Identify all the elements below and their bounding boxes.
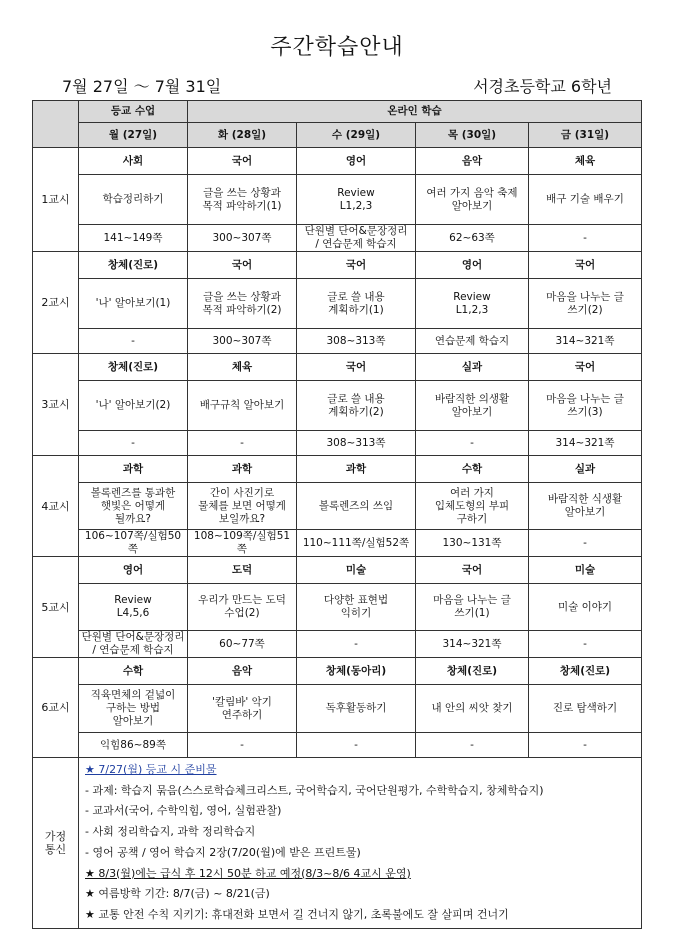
topic-cell: 마음을 나누는 글 쓰기(2) (529, 279, 642, 329)
period-label: 4교시 (33, 456, 79, 557)
day-header-fri: 금 (31일) (529, 123, 642, 148)
pages-cell: - (297, 631, 416, 658)
topic-cell: '나' 알아보기(2) (79, 381, 188, 431)
subject-cell: 미술 (297, 557, 416, 584)
topic-cell: 글을 쓰는 상황과 목적 파악하기(1) (188, 175, 297, 225)
subject-cell: 실과 (416, 354, 529, 381)
pages-cell: - (529, 225, 642, 252)
schedule-row (33, 354, 642, 381)
subject-cell: 체육 (188, 354, 297, 381)
period-label: 3교시 (33, 354, 79, 456)
day-header-mon: 월 (27일) (79, 123, 188, 148)
notes-line: - 사회 정리학습지, 과학 정리학습지 (85, 825, 256, 839)
topic-cell: 마음을 나누는 글 쓰기(3) (529, 381, 642, 431)
pages-cell: 130~131쪽 (416, 530, 529, 557)
schedule-row (33, 252, 642, 279)
pages-cell: - (416, 733, 529, 758)
pages-cell: 314~321쪽 (416, 631, 529, 658)
topic-cell: 글로 쓸 내용 계획하기(1) (297, 279, 416, 329)
schedule-row (33, 631, 642, 658)
topic-cell: Review L4,5,6 (79, 584, 188, 631)
pages-cell: - (529, 530, 642, 557)
schedule-row (33, 584, 642, 631)
topic-cell: 독후활동하기 (297, 685, 416, 733)
schedule-row (33, 733, 642, 758)
topic-cell: Review L1,2,3 (416, 279, 529, 329)
schedule-row (33, 658, 642, 685)
period-label: 5교시 (33, 557, 79, 658)
notes-line: ★ 8/3(월)에는 급식 후 12시 50분 하교 예정(8/3~8/6 4교시 운영) (85, 866, 411, 880)
subject-cell: 국어 (529, 354, 642, 381)
period-label: 6교시 (33, 658, 79, 758)
schedule-row (33, 381, 642, 431)
topic-cell: 진로 탐색하기 (529, 685, 642, 733)
school-name: 서경초등학교 6학년 (473, 77, 612, 96)
schedule-row (33, 557, 642, 584)
pages-cell: 308~313쪽 (297, 431, 416, 456)
pages-cell: - (188, 733, 297, 758)
subject-cell: 체육 (529, 148, 642, 175)
pages-cell: - (529, 733, 642, 758)
topic-cell: Review L1,2,3 (297, 175, 416, 225)
subject-cell: 음악 (188, 658, 297, 685)
notes-line: ★ 7/27(월) 등교 시 준비물 (85, 763, 217, 776)
pages-cell: 300~307쪽 (188, 225, 297, 252)
pages-cell: 단원별 단어&문장정리 / 연습문제 학습지 (297, 225, 416, 252)
day-header-wed: 수 (29일) (297, 123, 416, 148)
subject-cell: 영어 (79, 557, 188, 584)
subject-cell: 창체(진로) (416, 658, 529, 685)
topic-cell: 볼록렌즈의 쓰임 (297, 483, 416, 530)
online-header: 온라인 학습 (188, 101, 642, 123)
pages-cell: 108~109쪽/실험51쪽 (188, 530, 297, 557)
topic-cell: 글로 쓸 내용 계획하기(2) (297, 381, 416, 431)
period-label: 1교시 (33, 148, 79, 252)
pages-cell: 110~111쪽/실험52쪽 (297, 530, 416, 557)
day-header-tue: 화 (28일) (188, 123, 297, 148)
subject-cell: 국어 (188, 148, 297, 175)
notes-label: 가정 통신 (33, 758, 79, 929)
subject-cell: 수학 (416, 456, 529, 483)
topic-cell: 학습정리하기 (79, 175, 188, 225)
topic-cell: 직육면체의 겉넓이 구하는 방법 알아보기 (79, 685, 188, 733)
subject-cell: 음악 (416, 148, 529, 175)
subject-cell: 영어 (297, 148, 416, 175)
pages-cell: - (188, 431, 297, 456)
notes-line: - 영어 공책 / 영어 학습지 2장(7/20(월)에 받은 프린트물) (85, 845, 361, 859)
pages-cell: 314~321쪽 (529, 431, 642, 456)
pages-cell: - (79, 329, 188, 354)
subject-cell: 창체(동아리) (297, 658, 416, 685)
topic-cell: 글을 쓰는 상황과 목적 파악하기(2) (188, 279, 297, 329)
pages-cell: - (297, 733, 416, 758)
subject-cell: 미술 (529, 557, 642, 584)
subject-cell: 국어 (297, 354, 416, 381)
topic-cell: 간이 사진기로 물체를 보면 어떻게 보일까요? (188, 483, 297, 530)
pages-cell: 141~149쪽 (79, 225, 188, 252)
schedule-row (33, 175, 642, 225)
subject-cell: 창체(진로) (529, 658, 642, 685)
notes-row (33, 758, 642, 929)
notes-line: - 교과서(국어, 수학익힘, 영어, 실험관찰) (85, 804, 282, 818)
pages-cell: 106~107쪽/실험50쪽 (79, 530, 188, 557)
schedule-row (33, 483, 642, 530)
subject-cell: 국어 (529, 252, 642, 279)
schedule-row (33, 456, 642, 483)
pages-cell: 314~321쪽 (529, 329, 642, 354)
pages-cell: - (529, 631, 642, 658)
corner-cell (33, 101, 79, 148)
topic-cell: 바람직한 의생활 알아보기 (416, 381, 529, 431)
subject-cell: 창체(진로) (79, 252, 188, 279)
schedule-row (33, 329, 642, 354)
subject-cell: 수학 (79, 658, 188, 685)
schedule-row (33, 685, 642, 733)
schedule-row (33, 148, 642, 175)
subject-cell: 과학 (79, 456, 188, 483)
topic-cell: 내 안의 씨앗 찾기 (416, 685, 529, 733)
page-title: 주간학습안내 (270, 35, 404, 60)
pages-cell: - (79, 431, 188, 456)
pages-cell: 300~307쪽 (188, 329, 297, 354)
topic-cell: 배구규칙 알아보기 (188, 381, 297, 431)
topic-cell: 여러 가지 음악 축제 알아보기 (416, 175, 529, 225)
topic-cell: 우리가 만드는 도덕 수업(2) (188, 584, 297, 631)
subject-cell: 국어 (188, 252, 297, 279)
topic-cell: '칼림바' 악기 연주하기 (188, 685, 297, 733)
pages-cell: 익힘86~89쪽 (79, 733, 188, 758)
attendance-header: 등교 수업 (79, 101, 188, 123)
weekly-schedule-table (32, 100, 642, 929)
topic-cell: 여러 가지 입체도형의 부피 구하기 (416, 483, 529, 530)
date-range: 7월 27일 ～ 7월 31일 (62, 77, 222, 96)
topic-cell: 바람직한 식생활 알아보기 (529, 483, 642, 530)
pages-cell: 308~313쪽 (297, 329, 416, 354)
topic-cell: 미술 이야기 (529, 584, 642, 631)
schedule-row (33, 530, 642, 557)
subject-cell: 과학 (297, 456, 416, 483)
notes-line: ★ 여름방학 기간: 8/7(금) ~ 8/21(금) (85, 887, 270, 901)
subject-cell: 과학 (188, 456, 297, 483)
notes-content (79, 758, 642, 929)
subject-cell: 실과 (529, 456, 642, 483)
subject-cell: 국어 (297, 252, 416, 279)
subject-cell: 국어 (416, 557, 529, 584)
pages-cell: 60~77쪽 (188, 631, 297, 658)
schedule-row (33, 225, 642, 252)
notes-line: ★ 교통 안전 수칙 지키기: 휴대전화 보면서 길 건너지 않기, 초록불에도 잘 살피며 건너기 (85, 907, 509, 921)
period-label: 2교시 (33, 252, 79, 354)
pages-cell: 62~63쪽 (416, 225, 529, 252)
pages-cell: - (416, 431, 529, 456)
topic-cell: 마음을 나누는 글 쓰기(1) (416, 584, 529, 631)
subject-cell: 도덕 (188, 557, 297, 584)
subject-cell: 창체(진로) (79, 354, 188, 381)
subject-cell: 영어 (416, 252, 529, 279)
topic-cell: 배구 기술 배우기 (529, 175, 642, 225)
topic-cell: 볼록렌즈를 통과한 햇빛은 어떻게 될까요? (79, 483, 188, 530)
subject-cell: 사회 (79, 148, 188, 175)
notes-line: - 과제: 학습지 묶음(스스로학습체크리스트, 국어학습지, 국어단원평가, 수학학습지, 창체학습지) (85, 783, 544, 797)
topic-cell: '나' 알아보기(1) (79, 279, 188, 329)
pages-cell: 연습문제 학습지 (416, 329, 529, 354)
schedule-row (33, 279, 642, 329)
schedule-row (33, 431, 642, 456)
day-header-thu: 목 (30일) (416, 123, 529, 148)
topic-cell: 다양한 표현법 익히기 (297, 584, 416, 631)
pages-cell: 단원별 단어&문장정리 / 연습문제 학습지 (79, 631, 188, 658)
